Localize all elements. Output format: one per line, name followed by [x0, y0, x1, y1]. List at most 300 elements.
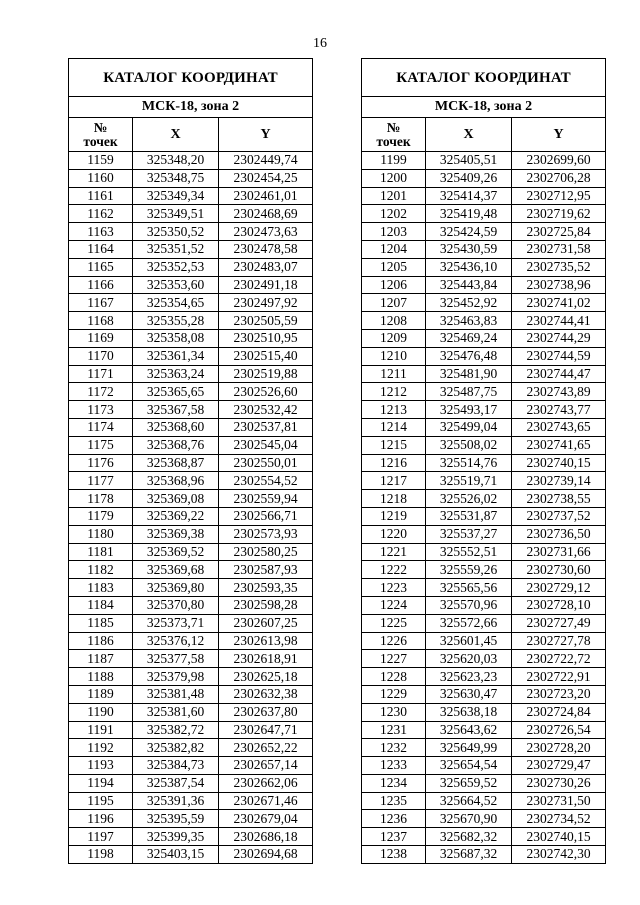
point-number-cell: 1164 [69, 240, 133, 258]
point-number-cell: 1204 [362, 240, 426, 258]
y-coordinate-cell: 2302743,65 [512, 418, 606, 436]
point-number-cell: 1186 [69, 632, 133, 650]
table-row [69, 525, 313, 543]
y-coordinate-cell: 2302532,42 [219, 401, 313, 419]
table-row [69, 223, 313, 241]
x-coordinate-cell: 325638,18 [426, 703, 512, 721]
point-number-cell: 1178 [69, 490, 133, 508]
point-number-cell: 1196 [69, 810, 133, 828]
table-row [69, 152, 313, 170]
y-coordinate-cell: 2302461,01 [219, 187, 313, 205]
x-coordinate-cell: 325369,68 [133, 561, 219, 579]
y-coordinate-cell: 2302729,12 [512, 579, 606, 597]
y-coordinate-cell: 2302727,78 [512, 632, 606, 650]
point-number-cell: 1182 [69, 561, 133, 579]
point-number-header-line1: № [93, 119, 108, 135]
y-coordinate-cell: 2302699,60 [512, 152, 606, 170]
point-number-header-line2: точек [83, 133, 118, 149]
x-coordinate-cell: 325391,36 [133, 792, 219, 810]
table-row [362, 650, 606, 668]
table-row [362, 294, 606, 312]
x-coordinate-cell: 325369,22 [133, 507, 219, 525]
x-coordinate-cell: 325659,52 [426, 774, 512, 792]
y-coordinate-cell: 2302537,81 [219, 418, 313, 436]
x-coordinate-cell: 325367,58 [133, 401, 219, 419]
table-row [362, 169, 606, 187]
point-number-cell: 1166 [69, 276, 133, 294]
table-row [69, 240, 313, 258]
x-coordinate-cell: 325350,52 [133, 223, 219, 241]
y-coordinate-cell: 2302510,95 [219, 329, 313, 347]
point-number-cell: 1209 [362, 329, 426, 347]
y-coordinate-cell: 2302454,25 [219, 169, 313, 187]
table-row [362, 490, 606, 508]
x-coordinate-cell: 325499,04 [426, 418, 512, 436]
point-number-cell: 1230 [362, 703, 426, 721]
y-coordinate-cell: 2302736,50 [512, 525, 606, 543]
table-row [69, 418, 313, 436]
y-coordinate-cell: 2302738,55 [512, 490, 606, 508]
point-number-cell: 1210 [362, 347, 426, 365]
x-coordinate-cell: 325463,83 [426, 312, 512, 330]
x-coordinate-cell: 325687,32 [426, 846, 512, 864]
x-coordinate-cell: 325430,59 [426, 240, 512, 258]
coordinate-system-label: МСК-18, зона 2 [362, 97, 606, 118]
table-row [69, 365, 313, 383]
table-row [362, 721, 606, 739]
catalog-title: КАТАЛОГ КООРДИНАТ [362, 59, 606, 97]
x-coordinate-cell: 325351,52 [133, 240, 219, 258]
y-coordinate-cell: 2302738,96 [512, 276, 606, 294]
point-number-header [362, 118, 426, 152]
table-row [362, 846, 606, 864]
point-number-cell: 1205 [362, 258, 426, 276]
y-coordinate-cell: 2302722,91 [512, 668, 606, 686]
x-coordinate-cell: 325368,60 [133, 418, 219, 436]
point-number-cell: 1194 [69, 774, 133, 792]
x-coordinate-cell: 325476,48 [426, 347, 512, 365]
y-coordinate-cell: 2302647,71 [219, 721, 313, 739]
point-number-cell: 1211 [362, 365, 426, 383]
table-row [69, 490, 313, 508]
y-coordinate-cell: 2302735,52 [512, 258, 606, 276]
x-coordinate-cell: 325368,76 [133, 436, 219, 454]
catalog-title: КАТАЛОГ КООРДИНАТ [69, 59, 313, 97]
point-number-cell: 1175 [69, 436, 133, 454]
y-coordinate-cell: 2302734,52 [512, 810, 606, 828]
x-coordinate-cell: 325493,17 [426, 401, 512, 419]
x-coordinate-cell: 325409,26 [426, 169, 512, 187]
table-row [362, 810, 606, 828]
point-number-cell: 1222 [362, 561, 426, 579]
table-row [69, 561, 313, 579]
y-coordinate-cell: 2302573,93 [219, 525, 313, 543]
point-number-cell: 1218 [362, 490, 426, 508]
x-coordinate-cell: 325349,34 [133, 187, 219, 205]
y-coordinate-cell: 2302744,47 [512, 365, 606, 383]
point-number-cell: 1227 [362, 650, 426, 668]
y-coordinate-cell: 2302737,52 [512, 507, 606, 525]
y-coordinate-cell: 2302598,28 [219, 596, 313, 614]
x-coordinate-cell: 325353,60 [133, 276, 219, 294]
table-row [69, 650, 313, 668]
table-row [69, 543, 313, 561]
point-number-cell: 1234 [362, 774, 426, 792]
table-row [69, 828, 313, 846]
x-coordinate-cell: 325526,02 [426, 490, 512, 508]
y-coordinate-cell: 2302743,77 [512, 401, 606, 419]
point-number-cell: 1214 [362, 418, 426, 436]
y-coordinate-cell: 2302706,28 [512, 169, 606, 187]
table-row [362, 579, 606, 597]
table-row [69, 757, 313, 775]
x-coordinate-cell: 325379,98 [133, 668, 219, 686]
y-column-header: Y [219, 118, 313, 152]
y-coordinate-cell: 2302657,14 [219, 757, 313, 775]
x-coordinate-cell: 325452,92 [426, 294, 512, 312]
coordinate-system-label: МСК-18, зона 2 [69, 97, 313, 118]
table-row [362, 792, 606, 810]
y-coordinate-cell: 2302491,18 [219, 276, 313, 294]
y-coordinate-cell: 2302725,84 [512, 223, 606, 241]
table-row [69, 169, 313, 187]
y-coordinate-cell: 2302473,63 [219, 223, 313, 241]
x-coordinate-cell: 325387,54 [133, 774, 219, 792]
y-coordinate-cell: 2302744,41 [512, 312, 606, 330]
point-number-cell: 1188 [69, 668, 133, 686]
table-row [69, 294, 313, 312]
y-column-header: Y [512, 118, 606, 152]
x-coordinate-cell: 325368,87 [133, 454, 219, 472]
y-coordinate-cell: 2302618,91 [219, 650, 313, 668]
table-row [69, 810, 313, 828]
x-coordinate-cell: 325348,75 [133, 169, 219, 187]
table-row [69, 579, 313, 597]
x-coordinate-cell: 325349,51 [133, 205, 219, 223]
y-coordinate-cell: 2302505,59 [219, 312, 313, 330]
y-coordinate-cell: 2302744,29 [512, 329, 606, 347]
table-row [69, 792, 313, 810]
table-row [69, 721, 313, 739]
point-number-cell: 1228 [362, 668, 426, 686]
point-number-cell: 1223 [362, 579, 426, 597]
x-coordinate-cell: 325649,99 [426, 739, 512, 757]
table-row [362, 436, 606, 454]
table-row [69, 383, 313, 401]
table-row [69, 276, 313, 294]
y-coordinate-cell: 2302726,54 [512, 721, 606, 739]
y-coordinate-cell: 2302740,15 [512, 828, 606, 846]
x-coordinate-cell: 325352,53 [133, 258, 219, 276]
table-row [69, 401, 313, 419]
y-coordinate-cell: 2302483,07 [219, 258, 313, 276]
point-number-cell: 1184 [69, 596, 133, 614]
table-row [69, 507, 313, 525]
point-number-cell: 1200 [362, 169, 426, 187]
point-number-cell: 1176 [69, 454, 133, 472]
x-coordinate-cell: 325601,45 [426, 632, 512, 650]
point-number-cell: 1161 [69, 187, 133, 205]
point-number-cell: 1219 [362, 507, 426, 525]
table-row [362, 347, 606, 365]
x-coordinate-cell: 325355,28 [133, 312, 219, 330]
point-number-cell: 1216 [362, 454, 426, 472]
point-number-cell: 1231 [362, 721, 426, 739]
table-row [362, 703, 606, 721]
point-number-cell: 1189 [69, 685, 133, 703]
table-row [362, 774, 606, 792]
point-number-cell: 1213 [362, 401, 426, 419]
point-number-cell: 1190 [69, 703, 133, 721]
table-row [362, 472, 606, 490]
table-row [362, 596, 606, 614]
x-coordinate-cell: 325363,24 [133, 365, 219, 383]
point-number-cell: 1177 [69, 472, 133, 490]
point-number-cell: 1232 [362, 739, 426, 757]
point-number-cell: 1199 [362, 152, 426, 170]
y-coordinate-cell: 2302519,88 [219, 365, 313, 383]
point-number-cell: 1229 [362, 685, 426, 703]
x-coordinate-cell: 325508,02 [426, 436, 512, 454]
point-number-cell: 1197 [69, 828, 133, 846]
x-coordinate-cell: 325382,82 [133, 739, 219, 757]
y-coordinate-cell: 2302727,49 [512, 614, 606, 632]
y-coordinate-cell: 2302671,46 [219, 792, 313, 810]
x-coordinate-cell: 325519,71 [426, 472, 512, 490]
x-coordinate-cell: 325630,47 [426, 685, 512, 703]
x-coordinate-cell: 325369,08 [133, 490, 219, 508]
point-number-cell: 1203 [362, 223, 426, 241]
table-row [69, 703, 313, 721]
y-coordinate-cell: 2302728,20 [512, 739, 606, 757]
table-row [362, 223, 606, 241]
point-number-cell: 1192 [69, 739, 133, 757]
table-row [362, 828, 606, 846]
x-coordinate-cell: 325368,96 [133, 472, 219, 490]
point-number-cell: 1167 [69, 294, 133, 312]
table-row [69, 472, 313, 490]
point-number-cell: 1236 [362, 810, 426, 828]
x-coordinate-cell: 325384,73 [133, 757, 219, 775]
x-coordinate-cell: 325436,10 [426, 258, 512, 276]
table-row [362, 757, 606, 775]
y-coordinate-cell: 2302694,68 [219, 846, 313, 864]
point-number-cell: 1215 [362, 436, 426, 454]
y-coordinate-cell: 2302559,94 [219, 490, 313, 508]
point-number-cell: 1170 [69, 347, 133, 365]
x-coordinate-cell: 325382,72 [133, 721, 219, 739]
x-coordinate-cell: 325481,90 [426, 365, 512, 383]
y-coordinate-cell: 2302728,10 [512, 596, 606, 614]
y-coordinate-cell: 2302729,47 [512, 757, 606, 775]
point-number-cell: 1181 [69, 543, 133, 561]
y-coordinate-cell: 2302686,18 [219, 828, 313, 846]
point-number-cell: 1169 [69, 329, 133, 347]
table-row [362, 543, 606, 561]
table-row [69, 668, 313, 686]
x-coordinate-cell: 325399,35 [133, 828, 219, 846]
table-row [69, 454, 313, 472]
y-coordinate-cell: 2302497,92 [219, 294, 313, 312]
y-coordinate-cell: 2302740,15 [512, 454, 606, 472]
x-coordinate-cell: 325395,59 [133, 810, 219, 828]
point-number-cell: 1201 [362, 187, 426, 205]
table-row [69, 596, 313, 614]
y-coordinate-cell: 2302587,93 [219, 561, 313, 579]
table-row [362, 525, 606, 543]
table-row [362, 632, 606, 650]
x-coordinate-cell: 325572,66 [426, 614, 512, 632]
y-coordinate-cell: 2302625,18 [219, 668, 313, 686]
table-row [362, 614, 606, 632]
y-coordinate-cell: 2302637,80 [219, 703, 313, 721]
table-row [69, 312, 313, 330]
table-row [69, 739, 313, 757]
point-number-cell: 1237 [362, 828, 426, 846]
point-number-cell: 1233 [362, 757, 426, 775]
x-coordinate-cell: 325370,80 [133, 596, 219, 614]
y-coordinate-cell: 2302731,58 [512, 240, 606, 258]
y-coordinate-cell: 2302743,89 [512, 383, 606, 401]
table-row [362, 507, 606, 525]
point-number-cell: 1224 [362, 596, 426, 614]
x-coordinate-cell: 325623,23 [426, 668, 512, 686]
table-row [69, 632, 313, 650]
table-row [362, 418, 606, 436]
x-coordinate-cell: 325369,38 [133, 525, 219, 543]
point-number-cell: 1162 [69, 205, 133, 223]
point-number-cell: 1212 [362, 383, 426, 401]
y-coordinate-cell: 2302468,69 [219, 205, 313, 223]
point-number-cell: 1207 [362, 294, 426, 312]
point-number-cell: 1173 [69, 401, 133, 419]
point-number-cell: 1221 [362, 543, 426, 561]
table-row [362, 739, 606, 757]
x-coordinate-cell: 325419,48 [426, 205, 512, 223]
point-number-cell: 1238 [362, 846, 426, 864]
x-coordinate-cell: 325381,48 [133, 685, 219, 703]
y-coordinate-cell: 2302731,50 [512, 792, 606, 810]
y-coordinate-cell: 2302515,40 [219, 347, 313, 365]
y-coordinate-cell: 2302652,22 [219, 739, 313, 757]
x-column-header: X [133, 118, 219, 152]
y-coordinate-cell: 2302741,65 [512, 436, 606, 454]
x-coordinate-cell: 325487,75 [426, 383, 512, 401]
table-row [362, 365, 606, 383]
table-row [362, 685, 606, 703]
point-number-cell: 1226 [362, 632, 426, 650]
point-number-cell: 1163 [69, 223, 133, 241]
point-number-cell: 1198 [69, 846, 133, 864]
point-number-cell: 1220 [362, 525, 426, 543]
x-coordinate-cell: 325358,08 [133, 329, 219, 347]
x-coordinate-cell: 325565,56 [426, 579, 512, 597]
y-coordinate-cell: 2302550,01 [219, 454, 313, 472]
table-row [69, 846, 313, 864]
table-row [362, 668, 606, 686]
point-number-cell: 1159 [69, 152, 133, 170]
x-coordinate-cell: 325373,71 [133, 614, 219, 632]
x-coordinate-cell: 325369,52 [133, 543, 219, 561]
x-coordinate-cell: 325405,51 [426, 152, 512, 170]
point-number-cell: 1168 [69, 312, 133, 330]
x-coordinate-cell: 325377,58 [133, 650, 219, 668]
table-row [69, 329, 313, 347]
point-number-cell: 1179 [69, 507, 133, 525]
table-row [69, 436, 313, 454]
table-row [69, 685, 313, 703]
point-number-cell: 1183 [69, 579, 133, 597]
y-coordinate-cell: 2302526,60 [219, 383, 313, 401]
point-number-cell: 1202 [362, 205, 426, 223]
y-coordinate-cell: 2302730,26 [512, 774, 606, 792]
x-column-header: X [426, 118, 512, 152]
y-coordinate-cell: 2302730,60 [512, 561, 606, 579]
x-coordinate-cell: 325361,34 [133, 347, 219, 365]
y-coordinate-cell: 2302712,95 [512, 187, 606, 205]
table-row [362, 152, 606, 170]
x-coordinate-cell: 325414,37 [426, 187, 512, 205]
point-number-cell: 1172 [69, 383, 133, 401]
point-number-cell: 1217 [362, 472, 426, 490]
y-coordinate-cell: 2302723,20 [512, 685, 606, 703]
point-number-cell: 1187 [69, 650, 133, 668]
x-coordinate-cell: 325682,32 [426, 828, 512, 846]
x-coordinate-cell: 325365,65 [133, 383, 219, 401]
y-coordinate-cell: 2302724,84 [512, 703, 606, 721]
y-coordinate-cell: 2302593,35 [219, 579, 313, 597]
x-coordinate-cell: 325552,51 [426, 543, 512, 561]
table-row [69, 205, 313, 223]
y-coordinate-cell: 2302613,98 [219, 632, 313, 650]
x-coordinate-cell: 325559,26 [426, 561, 512, 579]
x-coordinate-cell: 325620,03 [426, 650, 512, 668]
x-coordinate-cell: 325381,60 [133, 703, 219, 721]
x-coordinate-cell: 325570,96 [426, 596, 512, 614]
x-coordinate-cell: 325348,20 [133, 152, 219, 170]
point-number-cell: 1235 [362, 792, 426, 810]
y-coordinate-cell: 2302662,06 [219, 774, 313, 792]
table-row [362, 329, 606, 347]
point-number-cell: 1165 [69, 258, 133, 276]
table-row [69, 614, 313, 632]
point-number-header-line2: точек [376, 133, 411, 149]
point-number-cell: 1180 [69, 525, 133, 543]
table-row [362, 258, 606, 276]
y-coordinate-cell: 2302632,38 [219, 685, 313, 703]
x-coordinate-cell: 325514,76 [426, 454, 512, 472]
coordinate-catalog-table-right [361, 58, 606, 864]
table-row [69, 774, 313, 792]
y-coordinate-cell: 2302739,14 [512, 472, 606, 490]
point-number-cell: 1208 [362, 312, 426, 330]
point-number-cell: 1160 [69, 169, 133, 187]
point-number-cell: 1174 [69, 418, 133, 436]
table-row [362, 205, 606, 223]
table-row [362, 312, 606, 330]
x-coordinate-cell: 325369,80 [133, 579, 219, 597]
x-coordinate-cell: 325643,62 [426, 721, 512, 739]
x-coordinate-cell: 325664,52 [426, 792, 512, 810]
point-number-cell: 1206 [362, 276, 426, 294]
y-coordinate-cell: 2302741,02 [512, 294, 606, 312]
table-row [362, 276, 606, 294]
y-coordinate-cell: 2302545,04 [219, 436, 313, 454]
point-number-cell: 1225 [362, 614, 426, 632]
point-number-header [69, 118, 133, 152]
table-row [362, 383, 606, 401]
x-coordinate-cell: 325537,27 [426, 525, 512, 543]
